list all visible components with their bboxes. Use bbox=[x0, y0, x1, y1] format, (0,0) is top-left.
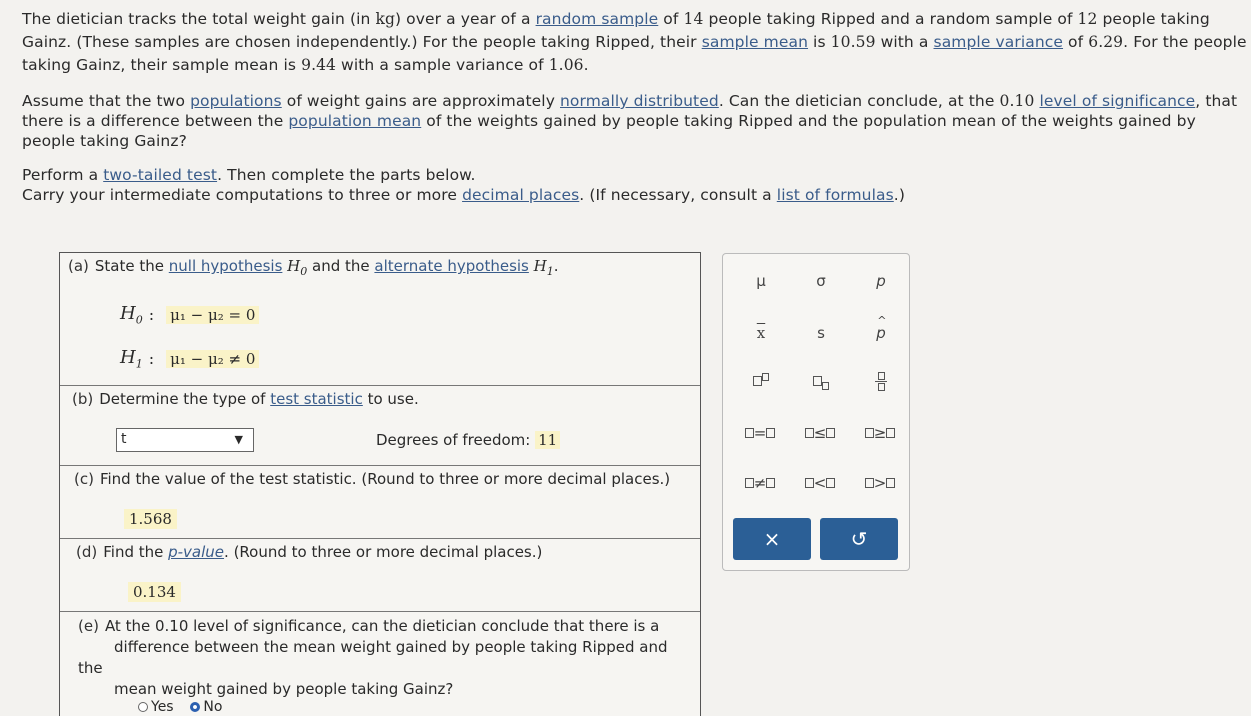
test-statistic-answer[interactable]: 1.568 bbox=[124, 509, 177, 529]
null-hypothesis-row: $H_0$ : μ₁ − μ₂ = 0 bbox=[120, 303, 259, 327]
part-a bbox=[60, 253, 700, 386]
test-statistic-select[interactable]: t ▼ bbox=[116, 428, 254, 452]
close-icon: × bbox=[763, 527, 781, 551]
sample-variance-link[interactable]: sample variance bbox=[933, 33, 1064, 51]
fraction-key[interactable] bbox=[861, 366, 901, 396]
p-value-link[interactable]: p-value bbox=[168, 543, 225, 561]
equals-key[interactable]: = bbox=[737, 418, 783, 448]
conclusion-options bbox=[138, 698, 234, 716]
undo-button[interactable] bbox=[820, 518, 898, 560]
level-of-significance-link[interactable]: level of significance bbox=[1039, 92, 1196, 110]
xbar-key[interactable]: $\overline{x}$ bbox=[756, 324, 766, 342]
not-equal-key[interactable]: ≠ bbox=[737, 468, 783, 498]
greater-equal-key[interactable]: ≥ bbox=[857, 418, 903, 448]
mu-key[interactable]: μ bbox=[756, 272, 766, 290]
alternate-hypothesis-link[interactable]: alternate hypothesis bbox=[374, 257, 529, 275]
subscript-key[interactable] bbox=[801, 366, 841, 396]
radio-unselected-icon[interactable] bbox=[138, 702, 148, 712]
dropdown-caret-icon: ▼ bbox=[234, 433, 243, 446]
random-sample-link[interactable]: random sample bbox=[535, 10, 659, 28]
two-tailed-test-link[interactable]: two-tailed test bbox=[103, 166, 218, 184]
populations-link[interactable]: populations bbox=[190, 92, 282, 110]
answer-panel bbox=[59, 252, 701, 716]
null-hypothesis-link[interactable]: null hypothesis bbox=[168, 257, 283, 275]
part-b bbox=[60, 386, 700, 466]
p-value-answer[interactable]: 0.134 bbox=[128, 582, 181, 602]
h1-symbol: $H_1$ bbox=[120, 347, 143, 371]
radio-selected-icon[interactable] bbox=[190, 702, 200, 712]
option-no[interactable]: No bbox=[190, 699, 222, 715]
degrees-of-freedom: Degrees of freedom: 11 bbox=[376, 431, 560, 449]
degrees-of-freedom-value[interactable]: 11 bbox=[535, 431, 560, 449]
part-e bbox=[60, 612, 700, 716]
sample-mean-link[interactable]: sample mean bbox=[701, 33, 809, 51]
list-of-formulas-link[interactable]: list of formulas bbox=[776, 186, 894, 204]
clear-button[interactable] bbox=[733, 518, 811, 560]
intro-paragraph-3: Perform a two-tailed test. Then complete the parts below. Carry your intermediate computations to three or more decimal places. (If necessary, consult a list of formulas.) bbox=[22, 166, 905, 204]
normally-distributed-link[interactable]: normally distributed bbox=[560, 92, 719, 110]
p-key[interactable]: p bbox=[876, 272, 886, 290]
decimal-places-link[interactable]: decimal places bbox=[462, 186, 580, 204]
h0-symbol: $H_0$ bbox=[120, 303, 143, 327]
population-mean-link[interactable]: population mean bbox=[288, 112, 422, 130]
test-statistic-link[interactable]: test statistic bbox=[270, 390, 363, 408]
math-keypad bbox=[722, 253, 910, 571]
less-than-key[interactable]: < bbox=[797, 468, 843, 498]
greater-than-key[interactable]: > bbox=[857, 468, 903, 498]
superscript-key[interactable] bbox=[741, 366, 781, 396]
part-d-prompt: (d) Find the p-value. (Round to three or more decimal places.) bbox=[76, 543, 543, 561]
sigma-key[interactable]: σ bbox=[816, 272, 826, 290]
h0-answer[interactable]: μ₁ − μ₂ = 0 bbox=[166, 306, 259, 324]
problem-statement bbox=[22, 8, 1247, 205]
intro-paragraph-1: The dietician tracks the total weight gain (in kg) over a year of a random sample of 14 people taking Ripped and a random sample of 12 people taking Gainz. (These samples are chosen independently.) For the people taking Ripped, their sample mean is 10.59 with a sample variance of 6.29. For the people taking Gainz, their sample mean is 9.44 with a sample variance of 1.06. bbox=[22, 10, 1247, 74]
s-key[interactable]: s bbox=[817, 324, 825, 342]
part-d bbox=[60, 539, 700, 612]
option-yes[interactable]: Yes bbox=[138, 699, 174, 715]
less-equal-key[interactable]: ≤ bbox=[797, 418, 843, 448]
part-e-prompt: (e) At the 0.10 level of significance, can the dietician conclude that there is a difference between the mean weight gained by people taking Ripped and the mean weight gained by people taking Gainz? bbox=[78, 617, 668, 698]
h1-answer[interactable]: μ₁ − μ₂ ≠ 0 bbox=[166, 350, 259, 368]
intro-paragraph-2: Assume that the two populations of weight gains are approximately normally distributed. Can the dietician conclude, at the 0.10 level of significance, that there is a difference between the population mean of the weights gained by people taking Ripped and the population mean of the weights gained by people taking Gainz? bbox=[22, 92, 1238, 150]
alternate-hypothesis-row: $H_1$ : μ₁ − μ₂ ≠ 0 bbox=[120, 347, 259, 371]
undo-icon: ↺ bbox=[850, 527, 868, 551]
part-a-prompt: (a) State the null hypothesis $H_0$ and the alternate hypothesis $H_1$. bbox=[68, 257, 559, 278]
part-c bbox=[60, 466, 700, 539]
part-c-prompt: (c) Find the value of the test statistic. (Round to three or more decimal places.) bbox=[74, 470, 671, 488]
p-hat-key[interactable]: ^ p bbox=[876, 314, 887, 342]
part-b-prompt: (b) Determine the type of test statistic to use. bbox=[72, 390, 419, 408]
